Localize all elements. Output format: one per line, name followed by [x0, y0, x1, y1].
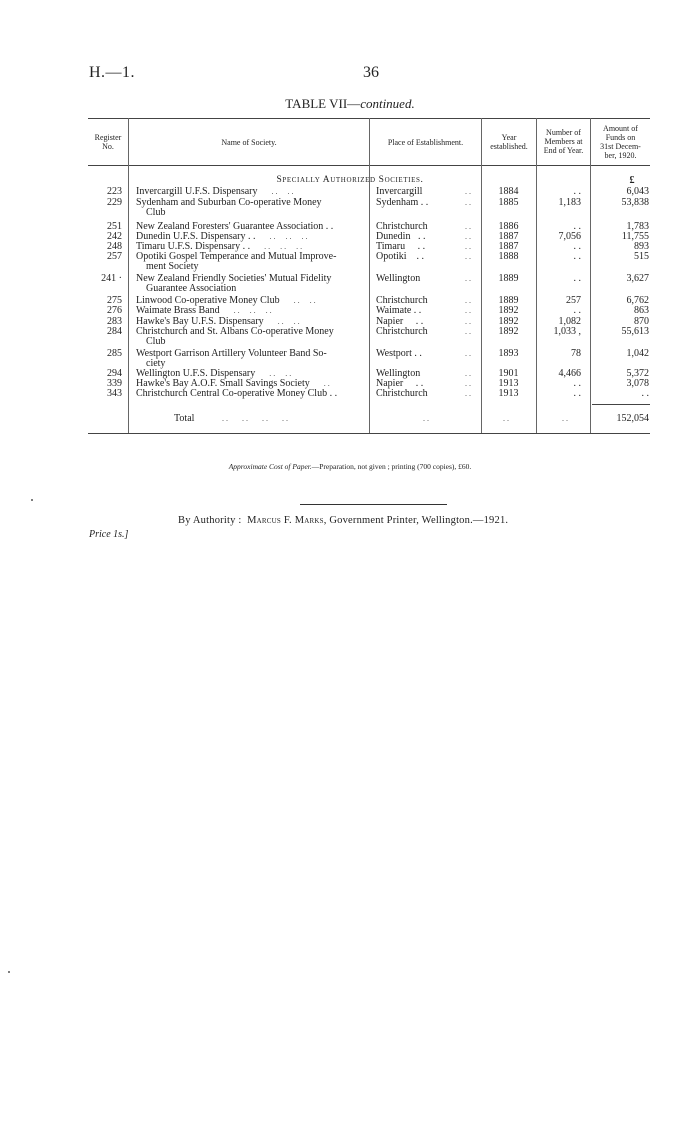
members-count: 1,033 , — [553, 326, 581, 337]
members-count: 4,466 — [558, 368, 581, 379]
society-name — [136, 306, 364, 316]
year-established: 1892 — [498, 305, 519, 316]
register-number: 275 — [107, 295, 122, 306]
table-bottom-rule — [88, 433, 650, 434]
col-header-funds — [591, 124, 650, 160]
footer-rule — [300, 504, 447, 505]
society-name-line: Wellington U.F.S. Dispensary — [136, 368, 256, 379]
name-leader-dots: . . . . — [271, 187, 294, 196]
funds-amount: 863 — [634, 305, 649, 316]
col-header-members-line3: End of Year. — [543, 146, 584, 155]
place-of-establishment: Christchurch — [376, 221, 428, 232]
members-count: 257 — [566, 295, 581, 306]
place-leader-dots: . . — [465, 187, 471, 196]
society-name-line: Waimate Brass Band — [136, 305, 220, 316]
society-name-line: Dunedin U.F.S. Dispensary . . — [136, 231, 256, 242]
name-leader-dots: . . . . — [277, 317, 300, 326]
name-leader-dots: . . . . . . — [264, 242, 303, 251]
members-count: . . — [573, 388, 581, 399]
funds-amount: 1,042 — [626, 348, 649, 359]
members-count: . . — [573, 273, 581, 284]
col-header-year — [482, 133, 536, 151]
col-header-name: Name of Society. — [221, 138, 277, 147]
col-divider-2 — [369, 118, 370, 433]
scan-speck — [8, 971, 10, 973]
society-name-line: Opotiki Gospel Temperance and Mutual Improve- — [136, 251, 337, 262]
members-count: 78 — [571, 348, 581, 359]
col-divider-4 — [536, 118, 537, 433]
society-name — [136, 327, 364, 347]
cost-note — [0, 462, 700, 471]
place-of-establishment: Wellington — [376, 368, 421, 379]
place-of-establishment: Timaru . . — [376, 241, 426, 252]
year-established: 1885 — [498, 197, 519, 208]
funds-amount: 870 — [634, 316, 649, 327]
society-name — [136, 252, 364, 272]
place-of-establishment: Waimate . . — [376, 305, 422, 316]
col-header-funds-line2: Funds on — [605, 133, 636, 142]
society-name-continuation: ciety — [146, 358, 166, 369]
register-number: 242 — [107, 231, 122, 242]
cost-note-label: Approximate Cost of Paper. — [228, 462, 312, 471]
society-name-line: Christchurch Central Co-operative Money Club . . — [136, 388, 338, 399]
register-number: 276 — [107, 305, 122, 316]
total-sum-rule — [592, 404, 650, 405]
place-leader-dots: . . — [465, 252, 471, 261]
place-leader-dots: . . — [465, 222, 471, 231]
place-leader-dots: . . — [465, 327, 471, 336]
register-number: 223 — [107, 186, 122, 197]
society-name — [136, 274, 364, 294]
col-header-members — [537, 128, 590, 155]
funds-amount: 1,783 — [626, 221, 649, 232]
place-leader-dots: . . — [465, 349, 471, 358]
col-header-register-line1: Register — [94, 133, 122, 142]
table-title — [0, 96, 700, 112]
funds-amount: 55,613 — [621, 326, 649, 337]
register-number: 251 — [107, 221, 122, 232]
society-name-line: Invercargill U.F.S. Dispensary — [136, 186, 258, 197]
year-established: 1887 — [498, 231, 519, 242]
name-leader-dots: . . . . . . — [233, 306, 272, 315]
register-number: 294 — [107, 368, 122, 379]
society-name-line: Linwood Co-operative Money Club — [136, 295, 280, 306]
col-header-register — [88, 133, 128, 151]
place-leader-dots: . . — [465, 306, 471, 315]
funds-amount: 6,043 — [626, 186, 649, 197]
place-of-establishment: Napier . . — [376, 316, 424, 327]
place-leader-dots: . . — [465, 379, 471, 388]
funds-amount: 5,372 — [626, 368, 649, 379]
society-name — [136, 389, 364, 399]
printer-authority — [178, 515, 508, 526]
year-established: 1886 — [498, 221, 519, 232]
price: Price 1s.] — [89, 529, 129, 540]
society-name-continuation: Guarantee Association — [146, 283, 237, 294]
name-leader-dots: . . — [323, 379, 330, 388]
register-number: 283 — [107, 316, 122, 327]
place-of-establishment: Westport . . — [376, 348, 422, 359]
society-name — [136, 187, 364, 197]
total-year-dots: . . — [503, 414, 509, 423]
report-code: H.—1. — [89, 64, 136, 81]
society-name-continuation: ment Society — [146, 261, 199, 272]
members-count: . . — [573, 186, 581, 197]
col-header-year-line2: established. — [490, 142, 528, 151]
col-header-funds-line4: ber, 1920. — [604, 151, 637, 160]
total-place-dots: . . — [423, 414, 429, 423]
col-header-register-line2: No. — [102, 142, 114, 151]
year-established: 1892 — [498, 326, 519, 337]
place-of-establishment: Invercargill — [376, 186, 423, 197]
col-divider-1 — [128, 118, 129, 433]
place-leader-dots: . . — [465, 232, 471, 241]
col-header-members-line1: Number of — [546, 128, 581, 137]
funds-amount: 11,755 — [621, 231, 649, 242]
members-count: 1,183 — [558, 197, 581, 208]
society-name-line: New Zealand Friendly Societies' Mutual Fidelity — [136, 273, 332, 284]
year-established: 1913 — [498, 388, 519, 399]
year-established: 1887 — [498, 241, 519, 252]
place-leader-dots: . . — [465, 317, 471, 326]
currency-symbol: £ — [629, 175, 635, 186]
place-leader-dots: . . — [465, 389, 471, 398]
place-leader-dots: . . — [465, 369, 471, 378]
society-name-line: Hawke's Bay A.O.F. Small Savings Society — [136, 378, 310, 389]
funds-amount: 6,762 — [626, 295, 649, 306]
members-count: . . — [573, 221, 581, 232]
society-name — [136, 349, 364, 369]
members-count: 1,082 — [558, 316, 581, 327]
name-leader-dots: . . . . — [293, 296, 316, 305]
name-leader-dots: . . . . — [269, 369, 292, 378]
society-name-continuation: Club — [146, 336, 166, 347]
printer-name: Marcus F. Marks, — [247, 515, 327, 526]
society-name — [136, 198, 364, 218]
society-name-line: Westport Garrison Artillery Volunteer Band So- — [136, 348, 327, 359]
year-established: 1888 — [498, 251, 519, 262]
name-leader-dots: . . . . . . — [269, 232, 308, 241]
funds-amount: 3,627 — [626, 273, 649, 284]
place-leader-dots: . . — [465, 274, 471, 283]
register-number: 284 — [107, 326, 122, 337]
register-number: 339 — [107, 378, 122, 389]
place-of-establishment: Sydenham . . — [376, 197, 429, 208]
place-of-establishment: Christchurch — [376, 295, 428, 306]
place-leader-dots: . . — [465, 242, 471, 251]
register-number: 248 — [107, 241, 122, 252]
members-count: . . — [573, 251, 581, 262]
col-header-members-line2: Members at — [544, 137, 583, 146]
register-number: 229 — [107, 197, 122, 208]
authority-prefix: By Authority : — [178, 515, 242, 526]
total-label: Total — [174, 413, 195, 424]
table-title-continued: continued. — [360, 96, 415, 111]
society-name-line: Christchurch and St. Albans Co-operative Money — [136, 326, 334, 337]
total-value: 152,054 — [616, 413, 649, 424]
section-title: Specially Authorized Societies. — [276, 175, 424, 185]
funds-amount: 515 — [634, 251, 649, 262]
register-number: 343 — [107, 388, 122, 399]
place-of-establishment: Christchurch — [376, 326, 428, 337]
year-established: 1889 — [498, 295, 519, 306]
funds-amount: 893 — [634, 241, 649, 252]
total-members-dots: . . — [562, 414, 568, 423]
place-of-establishment: Christchurch — [376, 388, 428, 399]
funds-amount: 53,838 — [621, 197, 649, 208]
members-count: . . — [573, 241, 581, 252]
register-number: 285 — [107, 348, 122, 359]
year-established: 1892 — [498, 316, 519, 327]
place-of-establishment: Wellington — [376, 273, 421, 284]
society-name-continuation: Club — [146, 207, 166, 218]
col-header-funds-line3: 31st Decem- — [600, 142, 641, 151]
col-header-year-line1: Year — [501, 133, 517, 142]
members-count: . . — [573, 378, 581, 389]
place-leader-dots: . . — [465, 198, 471, 207]
cost-note-text: —Preparation, not given ; printing (700 copies), £60. — [311, 462, 472, 471]
total-leader-dots: . . . . . . . . — [222, 414, 288, 423]
year-established: 1884 — [498, 186, 519, 197]
year-established: 1893 — [498, 348, 519, 359]
year-established: 1889 — [498, 273, 519, 284]
register-number: 241 · — [101, 273, 122, 284]
table-title-main: TABLE VII— — [285, 96, 361, 111]
scan-speck — [31, 499, 33, 501]
col-divider-5 — [590, 118, 591, 433]
register-number: 257 — [107, 251, 122, 262]
year-established: 1913 — [498, 378, 519, 389]
members-count: 7,056 — [558, 231, 581, 242]
year-established: 1901 — [498, 368, 519, 379]
authority-suffix: Government Printer, Wellington.—1921. — [329, 515, 509, 526]
members-count: . . — [573, 305, 581, 316]
col-header-place: Place of Establishment. — [387, 138, 464, 147]
col-header-funds-line1: Amount of — [603, 124, 638, 133]
society-name-line: Sydenham and Suburban Co-operative Money — [136, 197, 322, 208]
place-of-establishment: Napier . . — [376, 378, 424, 389]
funds-amount: . . — [641, 388, 649, 399]
funds-amount: 3,078 — [626, 378, 649, 389]
page-number: 36 — [363, 64, 379, 81]
place-of-establishment: Opotiki . . — [376, 251, 425, 262]
society-name-line: New Zealand Foresters' Guarantee Association . . — [136, 221, 334, 232]
place-of-establishment: Dunedin . . — [376, 231, 426, 242]
place-leader-dots: . . — [465, 296, 471, 305]
society-name-line: Timaru U.F.S. Dispensary . . — [136, 241, 251, 252]
society-name-line: Hawke's Bay U.F.S. Dispensary — [136, 316, 264, 327]
